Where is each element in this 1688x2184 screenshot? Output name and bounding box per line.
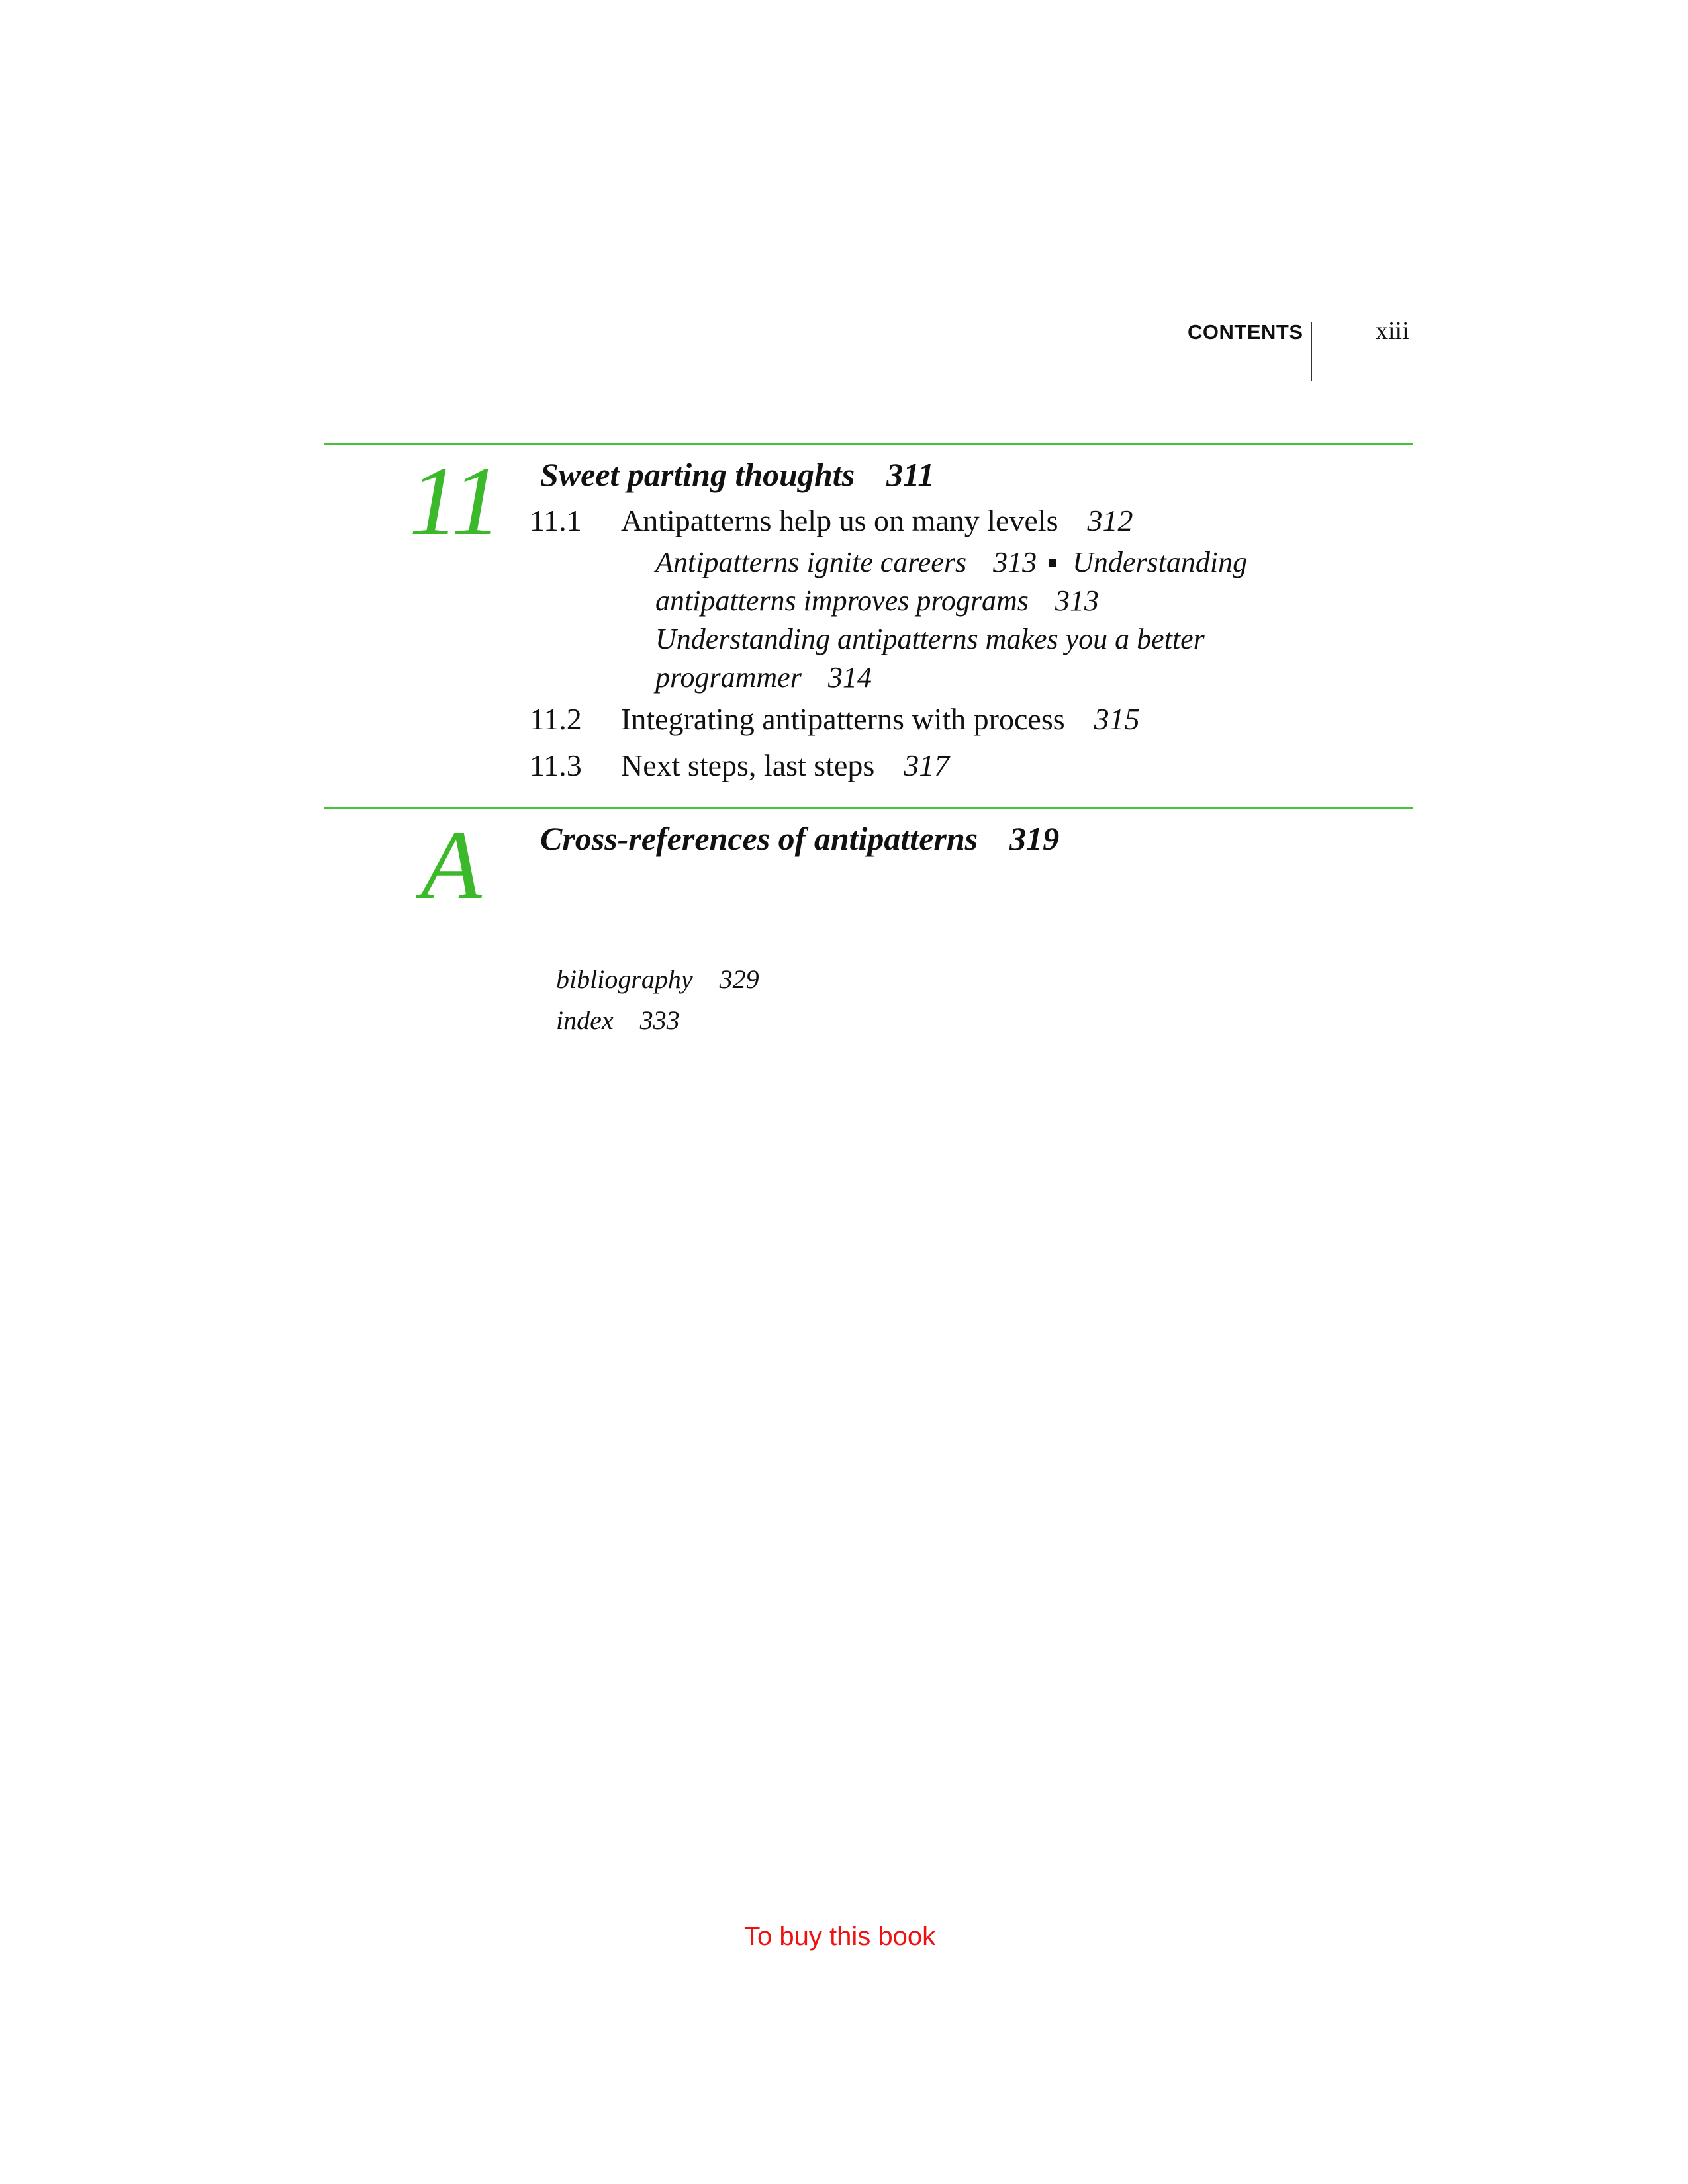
back-matter-page: 329 bbox=[719, 964, 759, 994]
appendix-title-entry[interactable] bbox=[540, 822, 1059, 855]
toc-subsection-line bbox=[655, 548, 1247, 577]
toc-subsection-line bbox=[655, 625, 1205, 654]
toc-section-entry[interactable] bbox=[530, 704, 1140, 735]
section-page: 312 bbox=[1087, 504, 1133, 537]
appendix-letter: A bbox=[421, 810, 482, 920]
section-page: 317 bbox=[904, 749, 950, 782]
bullet-separator bbox=[1049, 559, 1056, 567]
toc-section-entry[interactable] bbox=[530, 506, 1133, 536]
toc-subsection-line bbox=[655, 586, 1099, 615]
section-title: Antipatterns help us on many levels bbox=[621, 504, 1058, 537]
toc-section-entry[interactable] bbox=[530, 751, 949, 781]
section-number: 11.2 bbox=[530, 702, 582, 736]
buy-book-link[interactable]: To buy this book bbox=[744, 1922, 936, 1951]
subsection-page: 313 bbox=[993, 546, 1037, 578]
chapter-title: Sweet parting thoughts bbox=[540, 456, 855, 493]
chapter-title-entry[interactable] bbox=[540, 458, 934, 491]
back-matter-page: 333 bbox=[639, 1005, 680, 1035]
running-head-page-number: xiii bbox=[1376, 317, 1409, 345]
chapter-divider-rule bbox=[324, 443, 1413, 445]
section-number: 11.3 bbox=[530, 749, 582, 782]
subsection-title-fragment[interactable]: programmer bbox=[655, 661, 802, 694]
chapter-page: 311 bbox=[886, 456, 935, 493]
subsection-page: 314 bbox=[827, 661, 872, 694]
chapter-divider-rule bbox=[324, 807, 1413, 809]
chapter-number: 11 bbox=[409, 446, 501, 556]
back-matter-entry-bibliography[interactable] bbox=[556, 966, 759, 993]
back-matter-title: index bbox=[556, 1005, 614, 1035]
subsection-title-fragment[interactable]: Understanding antipatterns makes you a better bbox=[655, 623, 1205, 655]
running-head-divider bbox=[1311, 322, 1312, 381]
subsection-title-fragment[interactable]: antipatterns improves programs bbox=[655, 584, 1029, 617]
section-number: 11.1 bbox=[530, 504, 582, 537]
running-head-label: CONTENTS bbox=[1188, 320, 1303, 343]
back-matter-title: bibliography bbox=[556, 964, 693, 994]
appendix-page: 319 bbox=[1009, 820, 1060, 857]
back-matter-entry-index[interactable] bbox=[556, 1007, 680, 1034]
section-title: Next steps, last steps bbox=[621, 749, 875, 782]
appendix-title: Cross-references of antipatterns bbox=[540, 820, 978, 857]
section-title: Integrating antipatterns with process bbox=[621, 702, 1065, 736]
subsection-title[interactable]: Antipatterns ignite careers bbox=[655, 546, 967, 578]
toc-subsection-line bbox=[655, 663, 872, 692]
subsection-page: 313 bbox=[1055, 584, 1099, 617]
subsection-title-fragment[interactable]: Understanding bbox=[1072, 546, 1248, 578]
section-page: 315 bbox=[1094, 702, 1140, 736]
